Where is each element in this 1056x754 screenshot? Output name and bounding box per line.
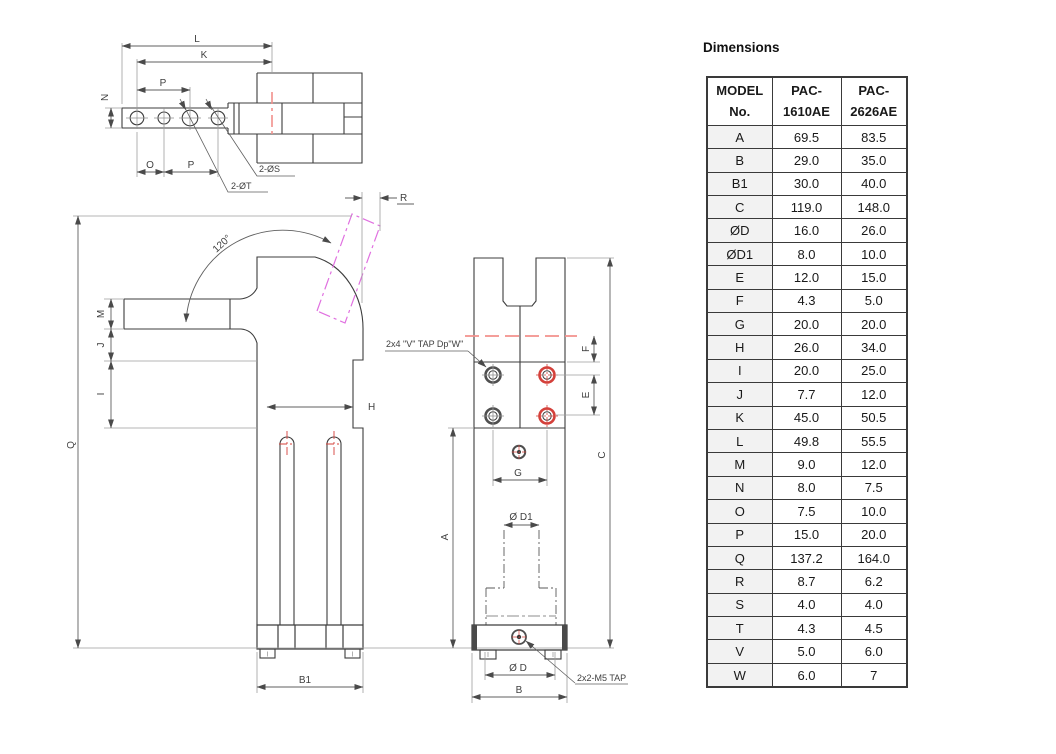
dim-value-cell: 50.5 [841,406,907,429]
dim-label-B: B [515,685,523,696]
slot-red-centerlines [279,431,342,458]
header-line: PAC- [858,83,890,98]
dim-value-cell: 4.5 [841,617,907,640]
dim-label-H: H [368,402,376,413]
table-row [707,172,907,195]
dim-letter-cell: O [707,500,772,523]
dim-value-cell: 4.3 [772,289,841,312]
note-m5: 2x2-M5 TAP [577,673,627,683]
dim-value-cell: 34.0 [841,336,907,359]
dim-value-cell: 164.0 [841,546,907,569]
table-row [707,570,907,593]
side-view-feet [260,649,360,658]
dim-letter-cell: N [707,476,772,499]
header-line: PAC- [791,83,822,98]
rotation-arc [186,230,331,322]
table-row [707,219,907,242]
table-row [707,266,907,289]
dim-value-cell: 7.5 [841,476,907,499]
table-row [707,242,907,265]
dim-value-cell: 20.0 [772,313,841,336]
dim-label-F: F [581,345,592,353]
table-row [707,196,907,219]
page-title: Dimensions [703,40,780,55]
dim-value-cell: 148.0 [841,196,907,219]
note-v-tap: 2x4 "V" TAP Dp"W" [386,339,464,349]
dim-value-cell: 8.0 [772,476,841,499]
dim-value-cell: 137.2 [772,546,841,569]
dim-value-cell: 119.0 [772,196,841,219]
dim-value-cell: 55.5 [841,429,907,452]
table-row [707,429,907,452]
dim-letter-cell: ØD [707,219,772,242]
table-row [707,359,907,382]
dim-value-cell: 6.0 [772,663,841,687]
dim-value-cell: 25.0 [841,359,907,382]
table-row [707,383,907,406]
dim-label-K: K [200,50,208,61]
dim-value-cell: 20.0 [841,313,907,336]
dim-letter-cell: G [707,313,772,336]
leader-m5-arrow [526,641,575,683]
dim-letter-cell: A [707,125,772,148]
dim-value-cell: 8.0 [772,242,841,265]
dim-value-cell: 10.0 [841,500,907,523]
dim-value-cell: 8.7 [772,570,841,593]
dim-letter-cell: L [707,429,772,452]
dim-label-G: G [514,468,522,479]
dim-letter-cell: Q [707,546,772,569]
header-model-no [707,77,772,125]
dim-value-cell: 12.0 [841,383,907,406]
dim-letter-cell: S [707,593,772,616]
dim-value-cell: 9.0 [772,453,841,476]
dim-label-A: A [440,533,451,541]
dim-value-cell: 5.0 [841,289,907,312]
dim-value-cell: 7 [841,663,907,687]
tap-holes-right [540,368,555,424]
dim-value-cell: 12.0 [841,453,907,476]
dim-value-cell: 69.5 [772,125,841,148]
dim-letter-cell: B [707,149,772,172]
side-view-cap [257,625,363,649]
dim-value-cell: 20.0 [772,359,841,382]
hidden-bore-lines [486,530,556,625]
cap-side-band-right [562,625,567,650]
dim-letter-cell: F [707,289,772,312]
header-line: 1610AE [783,104,830,120]
dim-label-Q: Q [66,441,77,449]
dim-value-cell: 30.0 [772,172,841,195]
table-row [707,476,907,499]
front-view-feet [480,650,561,659]
dimensions-table [706,76,908,688]
side-view-dimensions [78,198,414,687]
leader-2-T [182,102,268,192]
table-row [707,453,907,476]
table-row [707,546,907,569]
header-line: No. [729,104,751,120]
dim-value-cell: 15.0 [772,523,841,546]
dim-label-B1: B1 [298,675,312,686]
dim-value-cell: 7.5 [772,500,841,523]
dim-value-cell: 4.0 [772,593,841,616]
leader-v-tap-arrow [468,351,486,367]
dim-label-I: I [96,392,107,396]
dimensions-table-body [707,125,907,687]
dim-letter-cell: P [707,523,772,546]
dim-value-cell: 6.0 [841,640,907,663]
dim-letter-cell: I [707,359,772,382]
table-header-row [707,77,907,125]
dim-label-D1: Ø D1 [509,512,533,523]
dim-label-P-bottom: P [187,160,195,171]
dim-value-cell: 35.0 [841,149,907,172]
front-view [385,258,628,703]
dim-value-cell: 26.0 [841,219,907,242]
header-line: 2626AE [850,104,898,120]
dim-label-E: E [581,391,592,399]
dim-label-P-top: P [159,78,167,89]
table-row [707,640,907,663]
dim-label-R: R [400,193,408,204]
top-view-dimensions [111,46,272,172]
table-row [707,289,907,312]
dim-letter-cell: K [707,406,772,429]
side-view-feet-marks [268,652,353,657]
table-row [707,125,907,148]
dim-value-cell: 12.0 [772,266,841,289]
dim-letter-cell: V [707,640,772,663]
table-row [707,523,907,546]
table-row [707,663,907,687]
dim-label-angle: 120° [210,233,234,256]
table-row [707,336,907,359]
dim-value-cell: 5.0 [772,640,841,663]
dim-letter-cell: M [707,453,772,476]
dim-value-cell: 7.7 [772,383,841,406]
table-row [707,617,907,640]
header-line: MODEL [716,83,764,98]
header-pac-1610ae [772,77,841,125]
dim-letter-cell: R [707,570,772,593]
dim-value-cell: 16.0 [772,219,841,242]
dim-label-O: O [146,160,154,171]
dim-letter-cell: B1 [707,172,772,195]
dim-value-cell: 29.0 [772,149,841,172]
cap-side-band-left [472,625,477,650]
dim-value-cell: 20.0 [841,523,907,546]
dim-label-L: L [194,34,200,45]
dim-label-J: J [96,342,107,348]
dim-letter-cell: ØD1 [707,242,772,265]
dim-label-M: M [96,309,107,319]
dim-value-cell: 6.2 [841,570,907,593]
side-view-extension-lines [73,192,614,693]
dim-value-cell: 10.0 [841,242,907,265]
table-row [707,593,907,616]
dim-letter-cell: C [707,196,772,219]
dim-letter-cell: E [707,266,772,289]
header-pac-2626ae [841,77,907,125]
side-view [66,192,614,693]
side-view-slots [280,437,341,625]
dim-value-cell: 15.0 [841,266,907,289]
note-2-S: 2-ØS [259,164,281,174]
dim-label-N: N [100,93,111,101]
dim-value-cell: 40.0 [841,172,907,195]
dim-letter-cell: H [707,336,772,359]
note-2-T: 2-ØT [231,181,252,191]
table-row [707,313,907,336]
dim-letter-cell: W [707,663,772,687]
dim-value-cell: 45.0 [772,406,841,429]
dim-value-cell: 4.3 [772,617,841,640]
table-row [707,406,907,429]
dim-value-cell: 4.0 [841,593,907,616]
dim-label-C: C [597,451,608,459]
table-row [707,149,907,172]
top-view [100,34,362,192]
table-row [707,500,907,523]
dim-letter-cell: T [707,617,772,640]
dim-label-D: Ø D [509,663,527,674]
dim-value-cell: 83.5 [841,125,907,148]
rotated-arm-phantom [317,214,380,323]
dim-value-cell: 26.0 [772,336,841,359]
dim-letter-cell: J [707,383,772,406]
dim-value-cell: 49.8 [772,429,841,452]
